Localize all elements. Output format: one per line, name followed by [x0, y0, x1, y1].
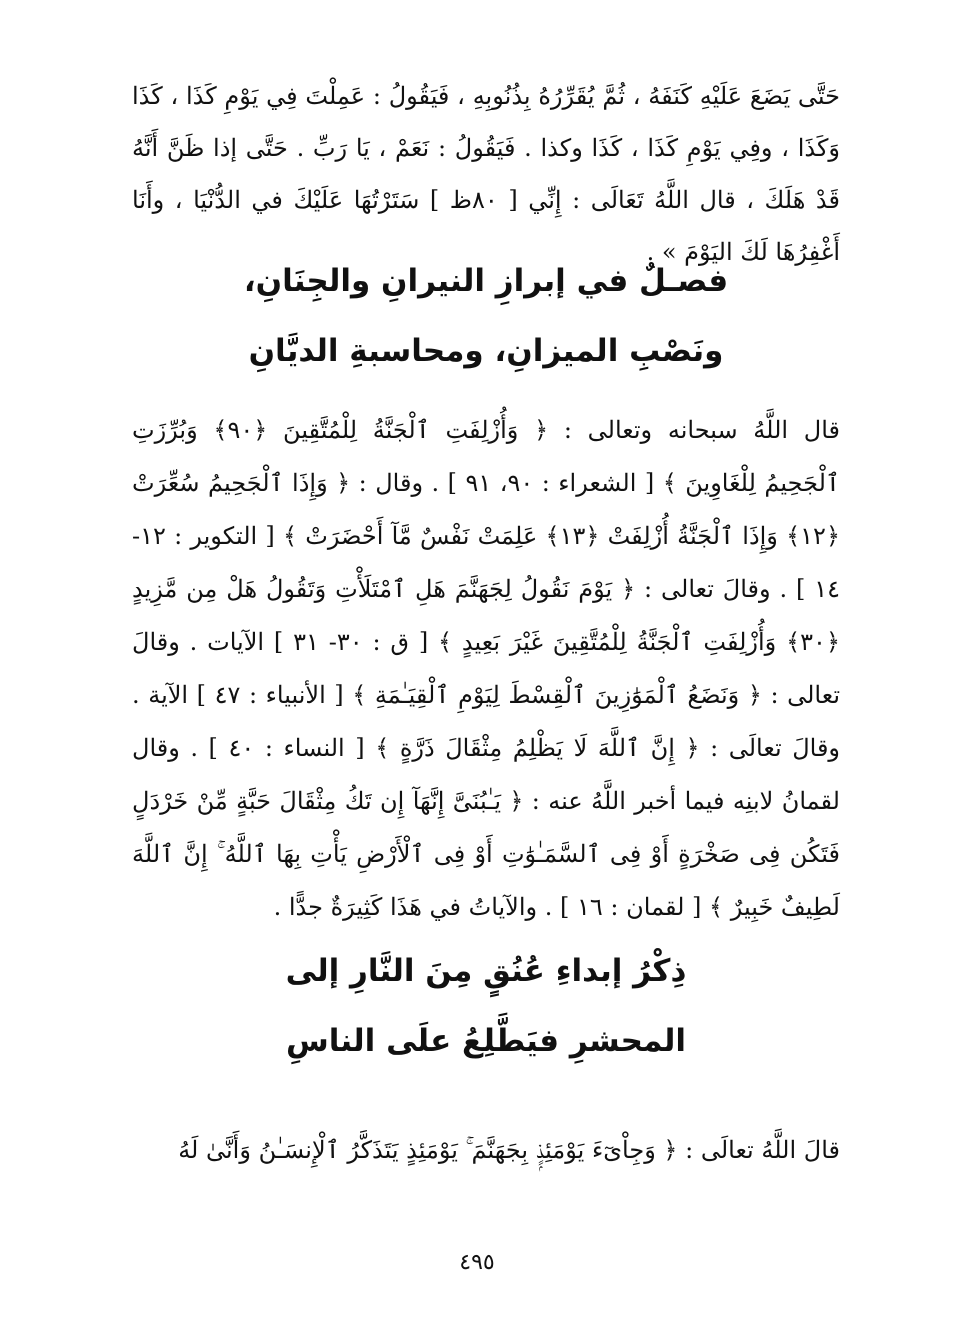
paragraph-hadith-ending: حَتَّى يَضَعَ عَلَيْهِ كَنَفَهُ ، ثُمَّ يُقَرِّرُهُ بِذُنُوبِهِ ، فَيَقُولُ : عَمِلْتَ فِي يَوْمِ كَذَا ، كَذَا وَكَذَا ، وفِي يَوْمِ كَذَا ، كَذَا وكذا . فَيَقُولُ : نَعَمْ ، يَا رَبِّ . حَتَّى إذا ظَنَّ أَنَّهُ قَدْ هَلَكَ ، قال اللَّهُ تَعَالَى : إِنِّي [ ٨٠ظ ] سَتَرْتُهَا عَلَيْكَ في الدُّنْيَا ، وأَنَا أَغْفِرُهَا لَكَ اليَوْمَ » .	[132, 82, 840, 266]
page-number: ٤٩٥	[459, 1250, 495, 1275]
section-heading-line: فصـلٌ في إبرازِ النيرانِ والجِنَانِ،	[243, 263, 729, 299]
section-heading-neck-of-fire	[132, 936, 840, 1076]
section-heading-line: ونَصْبِ الميزانِ، ومحاسبةِ الديَّانِ	[248, 333, 724, 369]
section-heading-line: المحشرِ فيَطَّلِعُ علَى الناسِ	[285, 1023, 687, 1059]
section-heading-line: ذِكْرُ إبداءِ عُنُقٍ مِنَ النَّارِ إلى	[285, 953, 687, 989]
paragraph-final-verse: قالَ اللَّهُ تعالَى : ﴿ وَجِاْىٓءَ يَوْمَئِذٍۭ بِجَهَنَّمَ ۚ يَوْمَئِذٍ يَتَذَكَّرُ ٱلْإِنسَـٰنُ وَأَنَّىٰ لَهُ	[178, 1136, 840, 1164]
section-heading-fire-and-gardens	[132, 246, 840, 386]
paragraph-quran-verses: قال اللَّهُ سبحانه وتعالى : ﴿ وَأُزْلِفَتِ ٱلْجَنَّةُ لِلْمُتَّقِينَ ﴿٩٠﴾ وَبُرِّزَتِ ٱلْجَحِيمُ لِلْغَاوِينَ ﴾ [ الشعراء : ٩٠، ٩١ ] . وقال : ﴿ وَإِذَا ٱلْجَحِيمُ سُعِّرَتْ ﴿١٢﴾ وَإِذَا ٱلْجَنَّةُ أُزْلِفَتْ ﴿١٣﴾ عَلِمَتْ نَفْسٌ مَّآ أَحْضَرَتْ ﴾ [ التكوير : ١٢- ١٤ ] . وقالَ تعالى : ﴿ يَوْمَ نَقُولُ لِجَهَنَّمَ هَلِ ٱمْتَلَأْتِ وَتَقُولُ هَلْ مِن مَّزِيدٍ ﴿٣٠﴾ وَأُزْلِفَتِ ٱلْجَنَّةُ لِلْمُتَّقِينَ غَيْرَ بَعِيدٍ ﴾ [ ق : ٣٠- ٣١ ] الآيات . وقالَ تعالى : ﴿ وَنَضَعُ ٱلْمَوَٰزِينَ ٱلْقِسْطَ لِيَوْمِ ٱلْقِيَـٰمَةِ ﴾ [ الأنبياء : ٤٧ ] الآية . وقالَ تعالَى : ﴿ إِنَّ ٱللَّهَ لَا يَظْلِمُ مِثْقَالَ ذَرَّةٍ ﴾ [ النساء : ٤٠ ] . وقال لقمانُ لابنِه فيما أخبر اللَّهُ عنه : ﴿ يَـٰبُنَىَّ إِنَّهَآ إِن تَكُ مِثْقَالَ حَبَّةٍ مِّنْ خَرْدَلٍ فَتَكُن فِى صَخْرَةٍ أَوْ فِى ٱلسَّمَـٰوَٰتِ أَوْ فِى ٱلْأَرْضِ يَأْتِ بِهَا ٱللَّهُ ۚ إِنَّ ٱللَّهَ لَطِيفٌ خَبِيرٌ ﴾ [ لقمان : ١٦ ] . والآياتُ في هَذَا كَثِيرَةٌ جدًّا .	[132, 416, 841, 921]
